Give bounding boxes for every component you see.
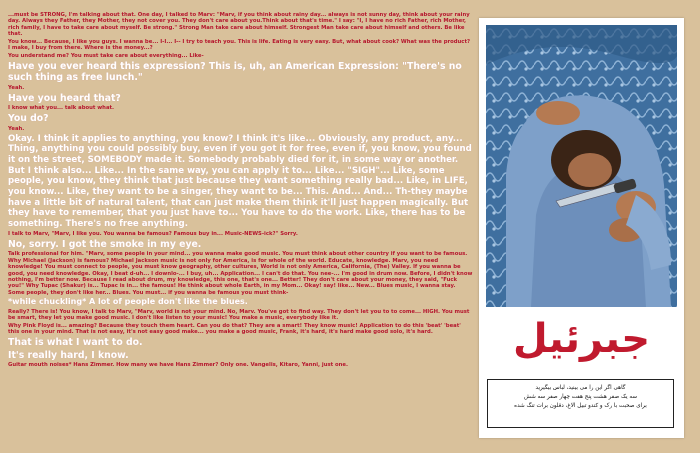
portrait-photo	[486, 25, 677, 307]
transcript-paragraph: Yeah.	[8, 84, 25, 91]
transcript-paragraph: Guitar mouth noises* Hans Zimmer. How many we have Hans Zimmer? Only one. Vangelis, Kitaro, Yanni, just one.	[8, 362, 349, 369]
transcript-paragraph: ...must be STRONG, I'm talking about that. One day, I talked to Marv: "Marv, if you think about rainy day... always is not sunny day, think about your rainy day. Always they Father, they Mother, they not cover you. They don't care about you.Think about that's time." I say: "I, I have no rich Father, rich Mother, rich family, I have to take care about myself. Be strong." Strong Man take care about himself. Strongest Man take care about himself and others. Be like that.	[8, 12, 470, 38]
transcript-paragraph: It's really hard, I know.	[8, 349, 129, 361]
transcript-paragraph: Really? There is! You know, I talk to Marv, "Marv, world is not your mind. No, Marv. You've got to find way. They don't let you to to come... HIGH. You must be smart, they let you make good music. I don't like listen to your music! You make a music, everybody like it.	[8, 308, 470, 322]
transcript-paragraph: I talk to Marv, "Marv, I like you. You wanna be famous? Famous buy in... Music-NEWS-ick?" Sorry.	[8, 230, 298, 237]
transcript-paragraph: *while chuckling* A lot of people don't like the blues.	[8, 297, 248, 307]
transcript-paragraph: Have you heard that?	[8, 92, 121, 104]
transcript-paragraph: I know what you... talk about what.	[8, 105, 115, 112]
persian-caption-box	[487, 379, 674, 428]
caption-line: سه یک صفر هشت پنج هفت چهار صفر سه شش	[523, 394, 638, 401]
poster-card	[479, 18, 684, 438]
transcript-paragraph: That is what I want to do.	[8, 337, 143, 349]
transcript-paragraph: You know... Because, I like you guys. I wanna be... I-I... I-- I try to teach you. This is life. Eating is very easy. But, what about cook? What was the product? I make, I buy from there. Where is the money...?	[8, 38, 471, 52]
caption-line: برای صحبت با رک و کندو تبیل الاغ، دقلون برات تنگ شده	[514, 403, 647, 410]
transcript-paragraph: You understand me? You must take care about everything... Like-	[8, 53, 204, 60]
transcript-paragraph: Okay. I think it applies to anything, you know? I think it's like... Obviously, any product, any... Thing, anything you could possibly buy, even if you got it for free, even if, you know, you found it on the street, SOMEBODY made it. Somebody probably died for it, in some way or another. But I think also... Like... In the same way, you can apply it to... Like... "SIGH"... Like, some people, you know, they think that just because they want something really bad... Like, in LIFE, you know... Like, they want to be a singer, they want to be... This. And... And... Th-they maybe have a little bit of natural talent, that can just make them think it'll just happen magically. But they have to remember, that you just have to... You have to do the work. Like, there has to be something. There's no free anything.	[8, 133, 472, 229]
transcript-paragraph: Why Pink Floyd is... amazing? Because they touch them heart. Can you do that? They are a smart! They know music! Application to do this 'beat' 'beat' this one in your mind. That is not easy, it's not easy good make... you make a good music, Frank, it's hard, it's hard make good solo, it's hard.	[8, 322, 461, 336]
transcript-paragraph: No, sorry. I got the smoke in my eye.	[8, 238, 202, 250]
persian-title: جبرئیل	[512, 316, 651, 362]
caption-line: گاهی اگر این را می بینید، لباس بیگیرید	[535, 385, 626, 391]
transcript-paragraph: Yeah.	[8, 125, 25, 132]
transcript-paragraph: Talk professional for him. "Marv, some people in your mind... you wanna make good music. You must think about other country if you want to be famous. Why Michael (Jackson) is famous? Michael Jackson music is not only for America, is for whole of the world. Educate, knowledge. Marv, you need knowledge! You must connect to people, you must know geography, other cultures, World is not only America, California, (The) Valley. If you wanna be good, you need knowledge. Okay, I beat d-uh... I downlo-... I buy, uh... Application... I can't do that. You nee-... I'm good in drum now. Before, I didn't know nothing, I'm better now. Because I read about drum, my knowledge, this one, that's one... Better! They don't care about your money, they said, "Fuck you!" Why Tupac (Shakur) is... Tupac is in... the famous! He think about whole Earth, in my Mom... Okay! say! like... New... Blues music, I wanna stay. Some people, they don't like her... Blues. You must... if you wanna be famous you must think-	[8, 251, 473, 296]
transcript-paragraph: Have you ever heard this expression? This is, uh, an American Expression: "There's no such thing as free lunch."	[8, 60, 462, 84]
portrait-illustration	[486, 25, 677, 307]
transcript-text-column	[8, 12, 473, 448]
transcript-paragraph: You do?	[8, 113, 49, 125]
